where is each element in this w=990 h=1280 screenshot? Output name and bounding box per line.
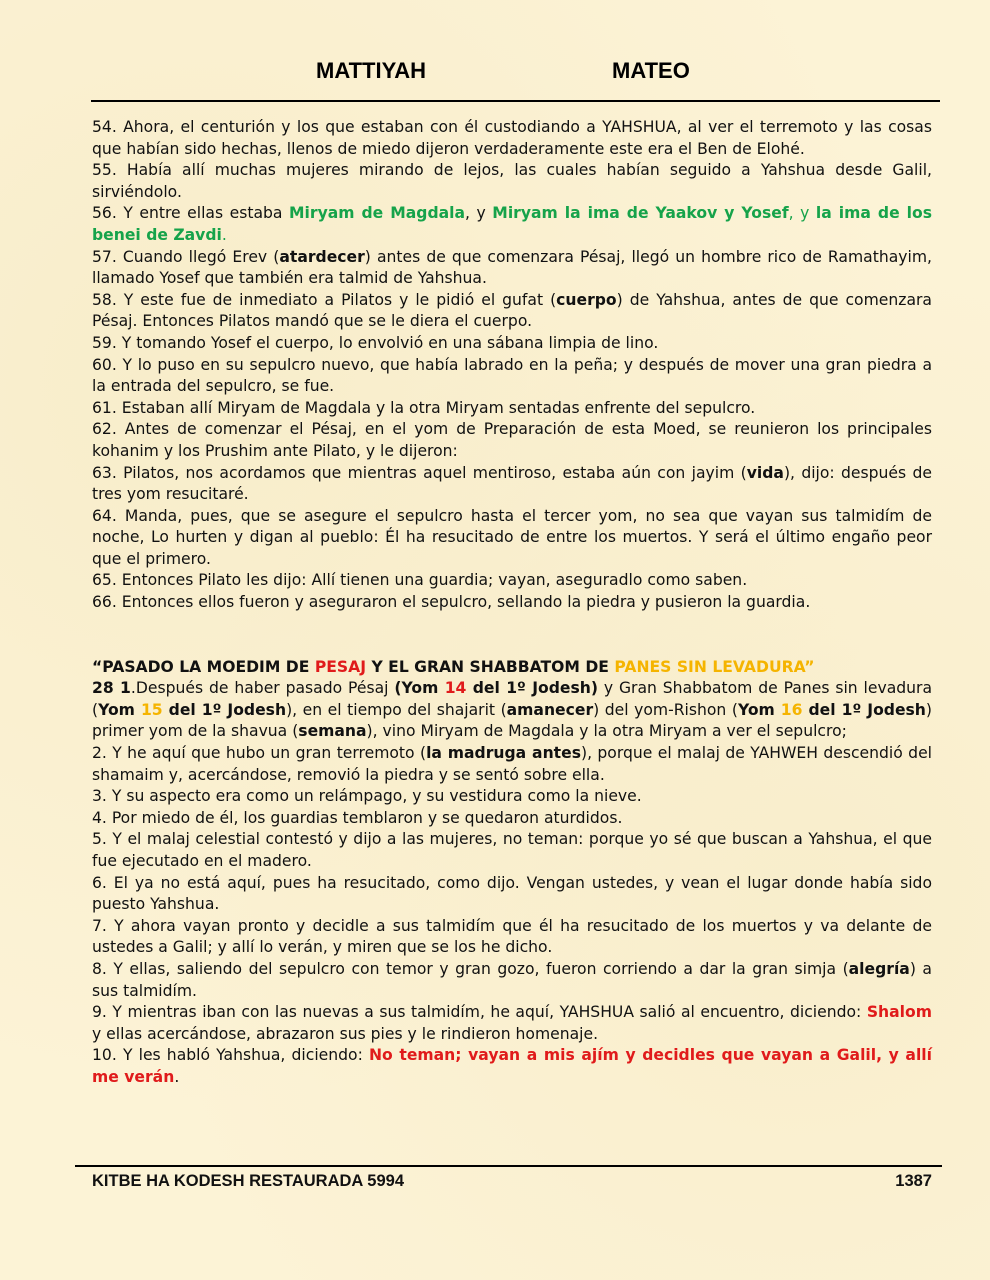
verse-57: 57. Cuando llegó Erev (atardecer) antes de que comenzara Pésaj, llegó un hombre rico de Ramathayim, llamado Yosef que también era talmid de Yahshua. [92,247,932,288]
footer-rule [75,1165,942,1167]
verse-28-6: 6. El ya no está aquí, pues ha resucitado, como dijo. Vengan ustedes, y vean el lugar donde había sido puesto Yahshua. [92,873,932,914]
footer-book-title: KITBE HA KODESH RESTAURADA 5994 [92,1172,405,1190]
verse-28-4: 4. Por miedo de él, los guardias temblaron y se quedaron aturdidos. [92,808,623,827]
verse-28-9: 9. Y mientras iban con las nuevas a sus talmidím, he aquí, YAHSHUA salió al encuentro, diciendo: Shalom y ellas acercándose, abrazaron sus pies y le rindieron homenaje. [92,1003,932,1043]
verse-28-2: 2. Y he aquí que hubo un gran terremoto (la madruga antes), porque el malaj de YAHWEH descendió del shamaim y, acercándose, removió la piedra y se sentó sobre ella. [92,744,932,784]
header-spanish-title: MATEO [612,58,690,83]
section-heading: “PASADO LA MOEDIM DE PESAJ Y EL GRAN SHABBATOM DE PANES SIN LEVADURA” [92,657,815,676]
verse-28-5: 5. Y el malaj celestial contestó y dijo a las mujeres, no teman: porque yo sé que buscan a Yahshua, el que fue ejecutado en el madero. [92,830,932,870]
verse-56: 56. Y entre ellas estaba Miryam de Magdala, y Miryam la ima de Yaakov y Yosef, y la ima de los benei de Zavdi. [92,204,932,244]
header-rule [91,100,940,102]
verse-54: 54. Ahora, el centurión y los que estaban con él custodiando a YAHSHUA, al ver el terremoto y las cosas que habían sido hechas, llenos de miedo dijeron verdaderamente este era el Ben de Elohé. [92,118,932,158]
name-ima-benei-zavdi: la ima de los benei de Zavdi [92,204,932,244]
verse-64: 64. Manda, pues, que se asegure el sepulcro hasta el tercer yom, no sea que vayan sus talmidím de noche, Lo hurten y digan al pueblo: Él ha resucitado de entre los muertos. Y será el último engaño peor que el primero. [92,506,932,568]
verse-28-10: 10. Y les habló Yahshua, diciendo: No teman; vayan a mis ajím y decidles que vayan a Galil, y allí me verán. [92,1046,932,1086]
section-spacer [92,614,932,657]
word-shalom: Shalom [866,1003,932,1022]
header-hebrew-title: MATTIYAH [316,58,426,83]
verse-58: 58. Y este fue de inmediato a Pilatos y le pidió el gufat (cuerpo) de Yahshua, antes de que comenzara Pésaj. Entonces Pilatos mandó que se le diera el cuerpo. [92,290,932,331]
scripture-body [92,117,932,1089]
verse-60: 60. Y lo puso en su sepulcro nuevo, que había labrado en la peña; y después de mover una gran piedra a la entrada del sepulcro, se fue. [92,355,932,396]
verse-63: 63. Pilatos, nos acordamos que mientras aquel mentiroso, estaba aún con jayim (vida), dijo: después de tres yom resucitaré. [92,463,932,504]
name-miryam-ima: Miryam la ima de Yaakov y Yosef [492,204,789,223]
verse-28-3: 3. Y su aspecto era como un relámpago, y su vestidura como la nieve. [92,787,642,806]
verse-28-7: 7. Y ahora vayan pronto y decidle a sus talmidím que él ha resucitado de los muertos y va delante de ustedes a Galil; y allí lo verán, y miren que se los he dicho. [92,916,932,957]
verse-66: 66. Entonces ellos fueron y aseguraron el sepulcro, sellando la piedra y pusieron la guardia. [92,593,811,612]
yahshua-quote: No teman; vayan a mis ajím y decidles que vayan a Galil, y allí me verán [92,1046,932,1086]
verse-28-8: 8. Y ellas, saliendo del sepulcro con temor y gran gozo, fueron corriendo a dar la gran simja (alegría) a sus talmidím. [92,959,932,1000]
page-header [0,58,990,90]
verse-65: 65. Entonces Pilato les dijo: Allí tienen una guardia; vayan, aseguradlo como saben. [92,571,748,590]
verse-61: 61. Estaban allí Miryam de Magdala y la otra Miryam sentadas enfrente del sepulcro. [92,398,756,417]
verse-55: 55. Había allí muchas mujeres mirando de lejos, las cuales habían seguido a Yahshua desde Galil, sirviéndolo. [92,161,932,201]
name-miryam-magdala: Miryam de Magdala [289,204,466,223]
page-number: 1387 [895,1172,932,1190]
verse-59: 59. Y tomando Yosef el cuerpo, lo envolvió en una sábana limpia de lino. [92,333,659,352]
verse-28-1: 28 1.Después de haber pasado Pésaj (Yom 14 del 1º Jodesh) y Gran Shabbatom de Panes sin levadura (Yom 15 del 1º Jodesh), en el tiempo del shajarit (amanecer) del yom-Rishon (Yom 16 del 1º Jodesh) primer yom de la shavua (semana), vino Miryam de Magdala y la otra Miryam a ver el sepulcro; [92,679,933,741]
verse-62: 62. Antes de comenzar el Pésaj, en el yom de Preparación de esta Moed, se reunieron los principales kohanim y los Prushim ante Pilato, y le dijeron: [92,420,932,460]
page-footer [92,1172,932,1194]
